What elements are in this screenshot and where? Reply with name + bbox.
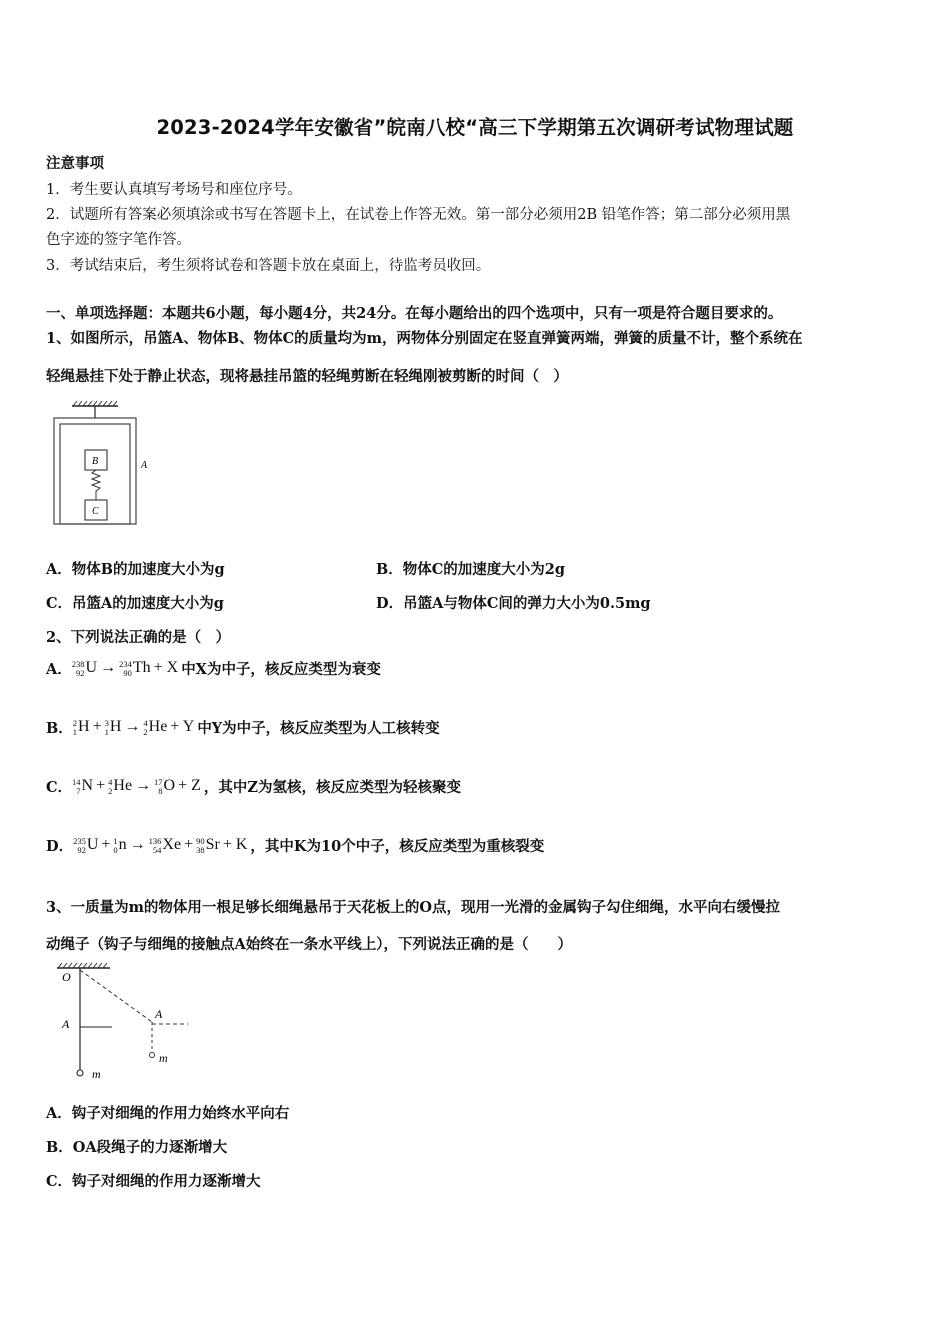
equation-operator: + [96,777,106,795]
mass-number: 136 [148,835,162,846]
label-a-left: A [62,1017,70,1031]
equation-operator: + Y [170,718,195,736]
q3-option-a: A．钩子对细绳的作用力始终水平向右 [46,1105,290,1122]
q2-option-d-equation [73,836,250,854]
q1-figure [48,398,158,530]
notice-item-2: 2．试题所有答案必须填涂或书写在答题卡上，在试卷上作答无效。第一部分必须用2B 铅笔作答；第二部分必须用黑 [46,207,791,223]
label-c: C [92,506,99,517]
label-a-right: A [155,1007,163,1021]
element-symbol: U [86,836,99,854]
q2-option-b-label: B． [46,720,73,737]
label-m-left: m [92,1067,101,1081]
q1-option-b: B．物体C的加速度大小为2g [376,561,566,578]
q3-figure [52,962,202,1084]
isotope-index [108,778,112,796]
mass-number: 1 [113,835,118,846]
isotope-index [119,660,132,678]
notice-heading: 注意事项 [46,155,104,172]
isotope-index [143,719,147,737]
label-o: O [62,970,71,984]
q3-option-c: C．钩子对细绳的作用力逐渐增大 [46,1173,261,1190]
element-symbol: n [118,836,127,854]
mass-number: 17 [154,776,163,787]
isotope-index [73,719,77,737]
element-symbol: Th [132,659,151,677]
isotope-index [73,837,86,855]
q2-option-d [46,835,544,856]
mass-number: 4 [108,776,113,787]
q2-option-a-label: A． [46,661,72,678]
isotope-index [196,837,205,855]
label-a: A [141,460,148,471]
atomic-number: 92 [76,667,85,678]
atomic-number: 2 [108,785,113,796]
element-symbol: U [85,659,98,677]
q2-option-c [46,776,461,797]
equation-operator: + [184,836,194,854]
q1-option-d: D．吊篮A与物体C间的弹力大小为0.5mg [376,595,651,612]
atomic-number: 92 [77,844,86,855]
atomic-number: 8 [158,785,163,796]
mass-number: 3 [104,717,109,728]
q2-option-b-equation [73,718,198,736]
q2-option-b-text: 中Y为中子，核反应类型为人工核转变 [197,720,440,737]
q1-stem-line2: 轻绳悬挂下处于静止状态，现将悬挂吊篮的轻绳剪断在轻绳刚被剪断的时间（ ） [46,368,568,385]
element-symbol: He [113,777,133,795]
isotope-index [113,837,117,855]
q2-option-b [46,717,440,738]
q2-stem: 2、下列说法正确的是（ ） [46,629,231,646]
equation-operator: → [129,836,146,854]
mass-number: 2 [72,717,78,728]
q3-stem-line1: 3、一质量为m的物体用一根足够长细绳悬吊于天花板上的O点，现用一光滑的金属钩子勾住细绳，水平向右缓慢拉 [46,899,781,916]
q2-option-a-equation [72,659,181,677]
q2-option-d-label: D． [46,838,74,855]
q2-option-c-label: C． [46,779,73,796]
atomic-number: 0 [113,844,118,855]
equation-operator: + X [153,659,179,677]
q2-option-a-text: 中X为中子，核反应类型为衰变 [181,661,381,678]
section-heading: 一、单项选择题：本题共6小题，每小题4分，共24分。在每小题给出的四个选项中，只有一项是符合题目要求的。 [46,305,783,322]
element-symbol: He [148,718,168,736]
label-b: B [92,456,99,467]
atomic-number: 38 [196,844,205,855]
mass-number: 235 [73,835,86,846]
equation-operator: → [100,659,117,677]
equation-operator: + [101,836,111,854]
equation-operator: → [124,718,141,736]
mass-number: 234 [119,658,132,669]
q2-option-c-text: ，其中Z为氢核，核反应类型为轻核聚变 [203,779,461,796]
mass-number: 90 [196,835,205,846]
q1-stem-line1: 1、如图所示，吊篮A、物体B、物体C的质量均为m，两物体分别固定在竖直弹簧两端，弹簧的质量不计，整个系统在 [46,330,803,347]
mass-number: 238 [71,658,85,669]
isotope-index [105,719,109,737]
isotope-index [72,778,81,796]
notice-item-3: 3．考试结束后，考生须将试卷和答题卡放在桌面上，待监考员收回。 [46,258,491,274]
atomic-number: 54 [152,844,162,855]
atomic-number: 90 [123,667,132,678]
q2-option-c-equation [72,777,204,795]
atomic-number: 2 [143,726,148,737]
atomic-number: 1 [104,726,109,737]
q3-stem-line2: 动绳子（钩子与细绳的接触点A始终在一条水平线上），下列说法正确的是（ ） [46,936,572,953]
equation-operator: + K [222,836,248,854]
isotope-index [149,837,162,855]
mass-number: 14 [72,776,81,787]
label-m-right: m [159,1051,168,1065]
element-symbol: H [109,718,122,736]
isotope-index [72,660,85,678]
isotope-index [154,778,163,796]
q1-option-c: C．吊篮A的加速度大小为g [46,595,224,612]
atomic-number: 1 [72,726,78,737]
notice-item-1: 1．考生要认真填写考场号和座位序号。 [46,182,302,198]
atomic-number: 7 [76,785,81,796]
element-symbol: N [81,777,94,795]
element-symbol: H [78,718,90,736]
q2-option-a [46,658,381,679]
equation-operator: + [92,718,102,736]
mass-number: 4 [143,717,148,728]
element-symbol: O [163,777,176,795]
element-symbol: Xe [162,836,182,854]
q3-option-b: B．OA段绳子的力逐渐增大 [46,1139,228,1156]
element-symbol: Sr [205,836,220,854]
q1-option-a: A．物体B的加速度大小为g [46,561,225,578]
equation-operator: → [135,777,152,795]
notice-item-2-cont: 色字迹的签字笔作答。 [46,232,191,248]
page-title: 2023-2024学年安徽省”皖南八校“高三下学期第五次调研考试物理试题 [156,116,794,139]
q2-option-d-text: ，其中K为10个中子，核反应类型为重核裂变 [250,838,545,855]
equation-operator: + Z [178,777,201,795]
